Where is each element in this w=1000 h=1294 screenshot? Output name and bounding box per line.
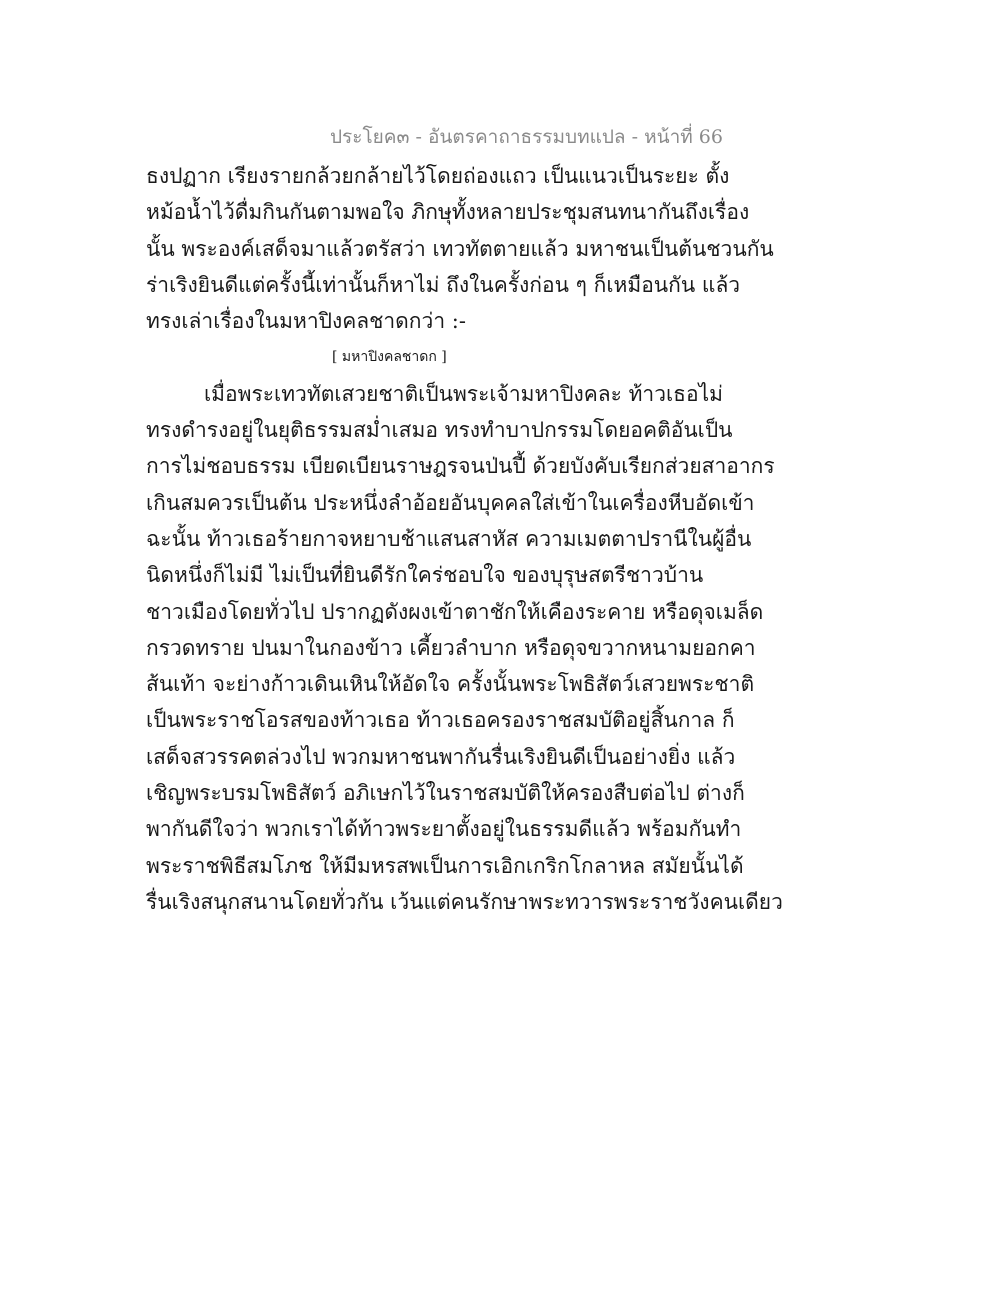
text-line: เสด็จสวรรคตล่วงไป พวกมหาชนพากันรื่นเริงยินดีเป็นอย่างยิ่ง แล้ว — [146, 744, 736, 769]
text-line: กรวดทราย ปนมาในกองข้าว เคี้ยวลำบาก หรือดุจขวากหนามยอกคา — [146, 635, 756, 660]
text-line: ชาวเมืองโดยทั่วไป ปรากฏดังผงเข้าตาชักให้เคืองระคาย หรือดุจเมล็ด — [146, 599, 764, 624]
text-line: พากันดีใจว่า พวกเราได้ท้าวพระยาตั้งอยู่ในธรรมดีแล้ว พร้อมกันทำ — [146, 817, 742, 842]
text-line: พระราชพิธีสมโภช ให้มีมหรสพเป็นการเอิกเกริกโกลาหล สมัยนั้นได้ — [146, 853, 744, 878]
text-line: นั้น พระองค์เสด็จมาแล้วตรัสว่า เทวทัตตายแล้ว มหาชนเป็นต้นชวนกัน — [146, 236, 774, 261]
text-line: เกินสมควรเป็นต้น ประหนึ่งลำอ้อยอันบุคคลใส่เข้าในเครื่องหีบอัดเข้า — [146, 490, 755, 515]
paragraph-first-line: เมื่อพระเทวทัตเสวยชาติเป็นพระเจ้ามหาปิงคละ ท้าวเธอไม่ — [204, 381, 724, 406]
text-line: นิดหนึ่งก็ไม่มี ไม่เป็นที่ยินดีรักใคร่ชอบใจ ของบุรุษสตรีชาวบ้าน — [146, 563, 704, 588]
text-line: ธงปฏาก เรียงรายกล้วยกล้ายไว้โดยถ่องแถว เป็นแนวเป็นระยะ ตั้ง — [146, 164, 730, 188]
body-text — [146, 158, 783, 920]
text-line: ส้นเท้า จะย่างก้าวเดินเหินให้อัดใจ ครั้งนั้นพระโพธิสัตว์เสวยพระชาติ — [146, 672, 755, 697]
text-line: รื่นเริงสนุกสนานโดยทั่วกัน เว้นแต่คนรักษาพระทวารพระราชวังคนเดียว — [146, 889, 783, 914]
text-line: ทรงดำรงอยู่ในยุติธรรมสม่ำเสมอ ทรงทำบาปกรรมโดยอคติอันเป็น — [146, 418, 733, 443]
text-line: เป็นพระราชโอรสของท้าวเธอ ท้าวเธอครองราชสมบัติอยู่สิ้นกาล ก็ — [146, 708, 735, 733]
text-line: เชิญพระบรมโพธิสัตว์ อภิเษกไว้ในราชสมบัติให้ครองสืบต่อไป ต่างก็ — [146, 781, 745, 806]
section-heading: [ มหาปิงคลชาดก ] — [332, 349, 447, 366]
text-line: ทรงเล่าเรื่องในมหาปิงคลชาดกว่า :- — [146, 309, 466, 334]
text-line: ฉะนั้น ท้าวเธอร้ายกาจหยาบช้าแสนสาหัส ความเมตตาปรานีในผู้อื่น — [146, 526, 752, 551]
text-line: ร่าเริงยินดีแต่ครั้งนี้เท่านั้นก็หาไม่ ถึงในครั้งก่อน ๆ ก็เหมือนกัน แล้ว — [146, 272, 741, 297]
text-line: หม้อน้ำไว้ดื่มกินกันตามพอใจ ภิกษุทั้งหลายประชุมสนทนากันถึงเรื่อง — [146, 200, 750, 225]
text-line: การไม่ชอบธรรม เบียดเบียนราษฎรจนป่นปี้ ด้วยบังคับเรียกส่วยสาอากร — [146, 454, 775, 479]
running-header: ประโยค๓ - อันตรคาถาธรรมบทแปล - หน้าที่ 66 — [330, 126, 723, 148]
